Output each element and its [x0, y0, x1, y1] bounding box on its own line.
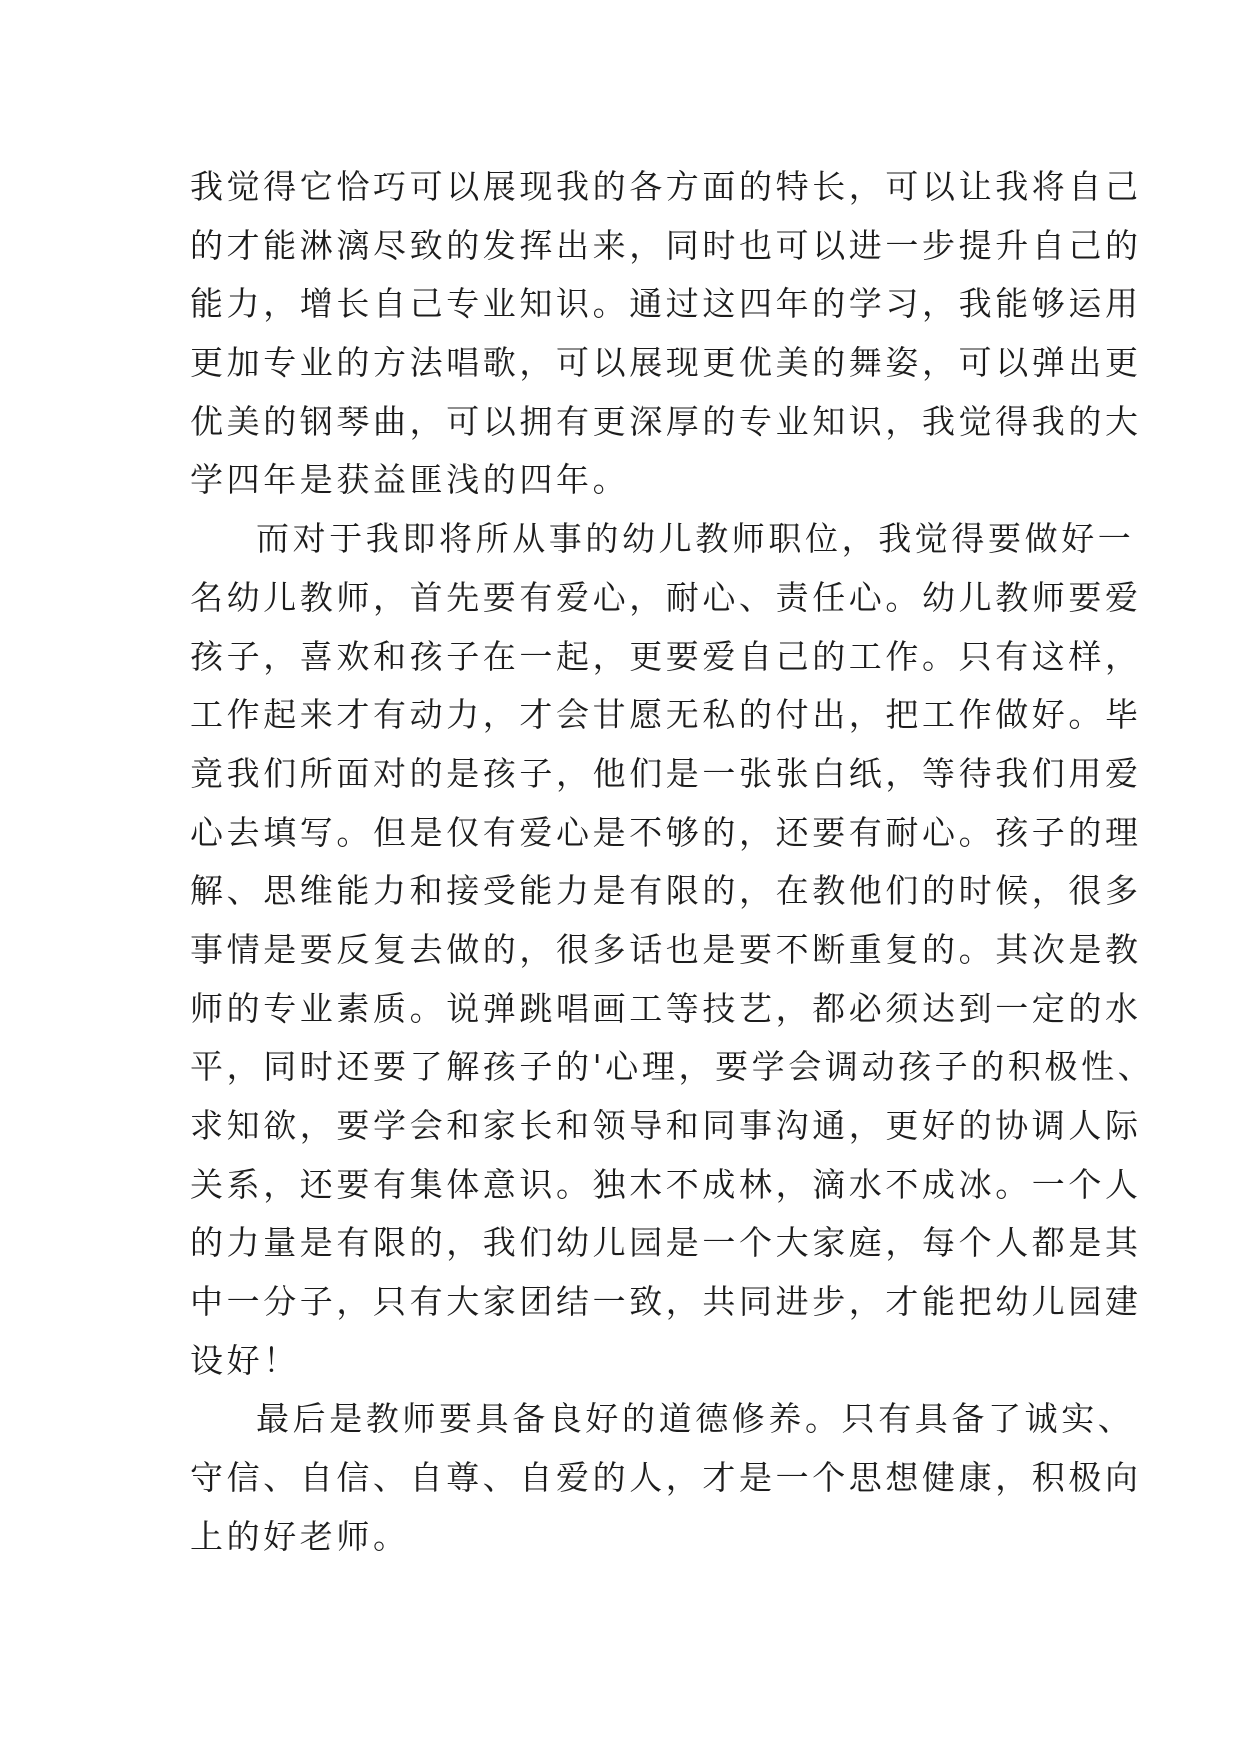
text-line: 师的专业素质。说弹跳唱画工等技艺，都必须达到一定的水: [190, 988, 1142, 1028]
text-line: 我觉得它恰巧可以展现我的各方面的特长，可以让我将自己: [190, 167, 1142, 206]
text-line: 更加专业的方法唱歌，可以展现更优美的舞姿，可以弹出更: [190, 343, 1142, 383]
text-line: 守信、自信、自尊、自爱的人，才是一个思想健康，积极向: [190, 1458, 1142, 1498]
text-line: 心去填写。但是仅有爱心是不够的，还要有耐心。孩子的理: [190, 812, 1142, 852]
text-line: 解、思维能力和接受能力是有限的，在教他们的时候，很多: [190, 871, 1142, 911]
text-line: 上的好老师。: [190, 1516, 410, 1556]
text-line: 名幼儿教师，首先要有爱心，耐心、责任心。幼儿教师要爱: [190, 577, 1142, 617]
text-line: 求知欲，要学会和家长和领导和同事沟通，更好的协调人际: [190, 1106, 1142, 1145]
text-line: 工作起来才有动力，才会甘愿无私的付出，把工作做好。毕: [190, 695, 1142, 735]
text-line: 竟我们所面对的是孩子，他们是一张张白纸，等待我们用爱: [190, 753, 1142, 793]
text-line: 中一分子，只有大家团结一致，共同进步，才能把幼儿园建: [190, 1282, 1142, 1322]
text-line: 的才能淋漓尽致的发挥出来，同时也可以进一步提升自己的: [190, 225, 1142, 265]
text-line: 最后是教师要具备良好的道德修养。只有具备了诚实、: [256, 1399, 1135, 1439]
text-line: 事情是要反复去做的，很多话也是要不断重复的。其次是教: [190, 929, 1142, 969]
text-line: 优美的钢琴曲，可以拥有更深厚的专业知识，我觉得我的大: [190, 401, 1142, 441]
paragraph: [190, 158, 1142, 510]
text-line: 能力，增长自己专业知识。通过这四年的学习，我能够运用: [190, 284, 1142, 324]
text-line: 的力量是有限的，我们幼儿园是一个大家庭，每个人都是其: [190, 1223, 1142, 1263]
paragraph: [190, 1390, 1142, 1566]
text-line: 平，同时还要了解孩子的'心理，要学会调动孩子的积极性、: [190, 1047, 1155, 1087]
text-line: 而对于我即将所从事的幼儿教师职位，我觉得要做好一: [256, 519, 1135, 559]
text-line: 学四年是获益匪浅的四年。: [190, 460, 630, 500]
document-body: [190, 158, 1155, 1567]
text-line: 孩子，喜欢和孩子在一起，更要爱自己的工作。只有这样，: [190, 636, 1142, 676]
text-line: 关系，还要有集体意识。独木不成林，滴水不成冰。一个人: [190, 1164, 1142, 1204]
paragraph: [190, 510, 1155, 1390]
text-line: 设好！: [190, 1340, 300, 1380]
